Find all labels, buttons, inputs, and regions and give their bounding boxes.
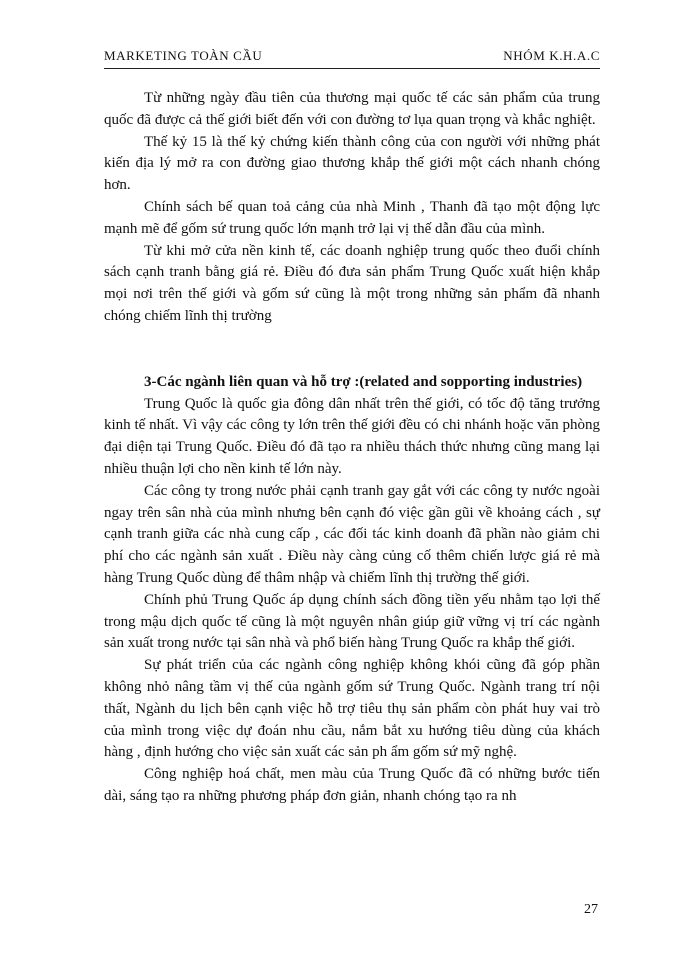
paragraph: Chính sách bế quan toả cảng của nhà Minh , Thanh đã tạo một động lực mạnh mẽ để gốm sứ trung quốc lớn mạnh trở lại vị thế dẫn đầu của mình.: [104, 198, 600, 237]
paragraph: Từ những ngày đầu tiên của thương mại quốc tế các sản phẩm của trung quốc đã được cả thế giới biết đến với con đường tơ lụa quan trọng và khắc nghiệt.: [104, 90, 600, 128]
section-heading: 3-Các ngành liên quan và hỗ trợ :(related and sopporting industries): [144, 373, 583, 390]
page-body: [104, 88, 600, 808]
paragraph: Chính phủ Trung Quốc áp dụng chính sách đồng tiền yếu nhằm tạo lợi thế trong mậu dịch quốc tế cũng là một nguyên nhân giúp giữ vững vị trí các ngành sản xuất trong nước tại sân nhà và phổ biến hàng Trung Quốc ra khắp thế giới.: [104, 591, 600, 652]
page-number: 27: [584, 902, 598, 917]
paragraph: Các công ty trong nước phải cạnh tranh gay gắt với các công ty nước ngoài ngay trên sân nhà của mình nhưng bên cạnh đó việc gần gũi về khoảng cách , sự cạnh tranh giữa các nhà cung cấp , các đối tác kinh doanh đã phần nào giảm chi phí cho các ngành sản xuất . Điều này càng củng cố thêm chiến lược giá rẻ mà hàng Trung Quốc dùng để thâm nhập và chiếm lĩnh thị trường thế giới.: [104, 482, 600, 586]
header-left-title: MARKETING TOÀN CẦU: [104, 48, 263, 63]
header-right-title: NHÓM K.H.A.C: [503, 48, 600, 63]
paragraph: Trung Quốc là quốc gia đông dân nhất trên thế giới, có tốc độ tăng trưởng kinh tế nhất. Vì vậy các công ty lớn trên thế giới đều có chi nhánh hoặc văn phòng đại diện tại Trung Quốc. Điều đó đã tạo ra nhiều thách thức nhưng cũng mang lại nhiều thuận lợi cho nền kinh tế lớn này.: [104, 395, 600, 477]
page-header: [104, 44, 600, 69]
paragraph: Sự phát triển của các ngành công nghiệp không khói cũng đã góp phần không nhỏ nâng tầm vị thế của ngành gốm sứ Trung Quốc. Ngành trang trí nội thất, Ngành du lịch bên cạnh việc hỗ trợ tiêu thụ sản phẩm còn phát huy vai trò của mình trong việc dự đoán nhu cầu, nắm bắt xu hướng tiêu dùng của khách hàng , định hướng cho việc sản xuất các sản ph ẩm gốm sứ mỹ nghệ.: [104, 657, 600, 761]
paragraph: Từ khi mở cửa nền kinh tế, các doanh nghiệp trung quốc theo đuổi chính sách cạnh tranh bằng giá rẻ. Điều đó đưa sản phẩm Trung Quốc xuất hiện khắp mọi nơi trên thế giới và gốm sứ cũng là một trong những sản phẩm đã nhanh chóng chiếm lĩnh thị trường: [104, 242, 600, 324]
paragraph: Công nghiệp hoá chất, men màu của Trung Quốc đã có những bước tiến dài, sáng tạo ra những phương pháp đơn giản, nhanh chóng tạo ra nh: [104, 766, 600, 804]
paragraph: Thế kỷ 15 là thế kỷ chứng kiến thành công của con người với những phát kiến địa lý mở ra con đường giao thương khắp thế giới một cách nhanh chóng hơn.: [104, 133, 600, 194]
section-spacer: [104, 328, 600, 372]
